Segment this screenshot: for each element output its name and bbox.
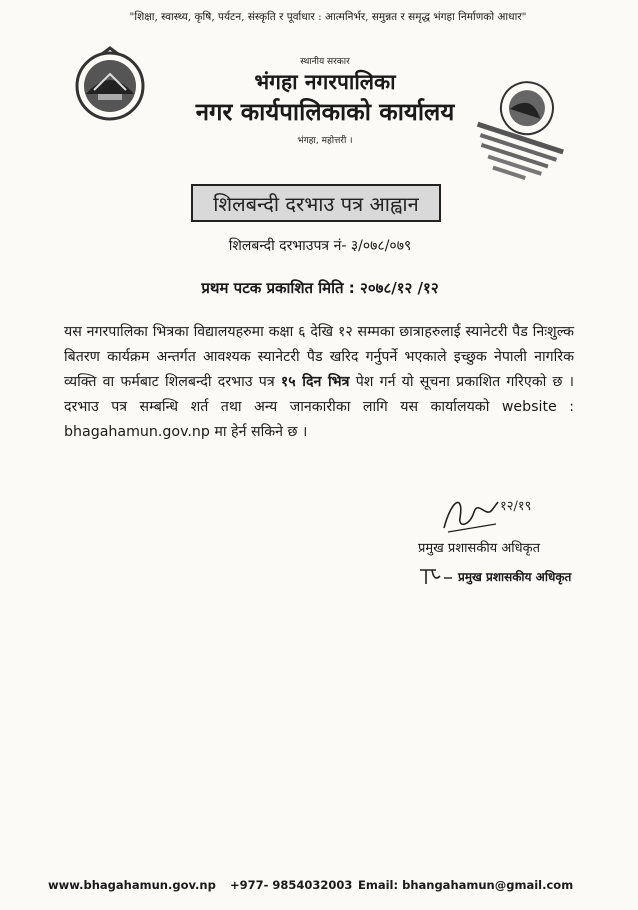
office-seal-icon: [458, 70, 588, 190]
published-date-label: प्रथम पटक प्रकाशित मिति :: [201, 279, 355, 297]
footer-website: www.bhagahamun.gov.np: [48, 878, 216, 892]
signature-date: १२/१९: [500, 499, 532, 514]
office-header: [160, 54, 490, 146]
office-name: नगर कार्यपालिकाको कार्यालय: [195, 97, 455, 126]
designation-text: प्रमुख प्रशासकीय अधिकृत: [418, 541, 541, 556]
signature-icon: [438, 488, 558, 538]
published-date-value: २०७८/१२ /१२: [360, 279, 439, 297]
officer-stamp: प्रमुख प्रशासकीय अधिकृत: [458, 570, 572, 584]
motto-text: "शिक्षा, स्वास्थ्य, कृषि, पर्यटन, संस्कृति र पूर्वाधार : आत्मनिर्भर, समुन्नत र समृद्ध भंगहा निर्माणको आधार": [129, 11, 527, 23]
notice-title: शिलबन्दी दरभाउ पत्र आह्वान: [191, 184, 441, 222]
office-address: भंगहा, महोत्तरी ।: [297, 136, 353, 146]
government-label: स्थानीय सरकार: [300, 57, 350, 67]
footer-email: Email: bhangahamun@gmail.com: [358, 878, 574, 892]
municipality-name: भंगहा नगरपालिका: [254, 69, 396, 94]
notice-body: [64, 320, 574, 445]
nepal-emblem-icon: [72, 46, 148, 122]
body-part-1: यस नगरपालिका भित्रका विद्यालयहरुमा कक्षा ६ देखि १२ सम्मका छात्राहरुलाई स्यानेटरी पैड निःशुल्क बितरण कार्यक्रम अन्तर्गत आवश्यक स्यानेटरी पैड खरिद गर्नुपर्ने भएकाले इच्छुक नेपाली नागरिक व्यक्ति वा फर्मबाट शिलबन्दी दरभाउ पत्र: [64, 324, 574, 390]
reference-number: शिलबन्दी दरभाउपत्र नं- ३/०७८/०७९: [228, 238, 412, 254]
body-bold-deadline: १५ दिन भित्र: [280, 374, 350, 390]
footer-phone: +977- 9854032003: [230, 878, 353, 892]
body-part-2: पेश गर्न यो सूचना प्रकाशित गरिएको छ । दरभाउ पत्र सम्बन्धि शर्त तथा अन्य जानकारीका लागि यस कार्यालयको website : bhagahamun.gov.np मा हेर्न सकिने छ ।: [64, 374, 574, 440]
published-date: [150, 278, 490, 298]
